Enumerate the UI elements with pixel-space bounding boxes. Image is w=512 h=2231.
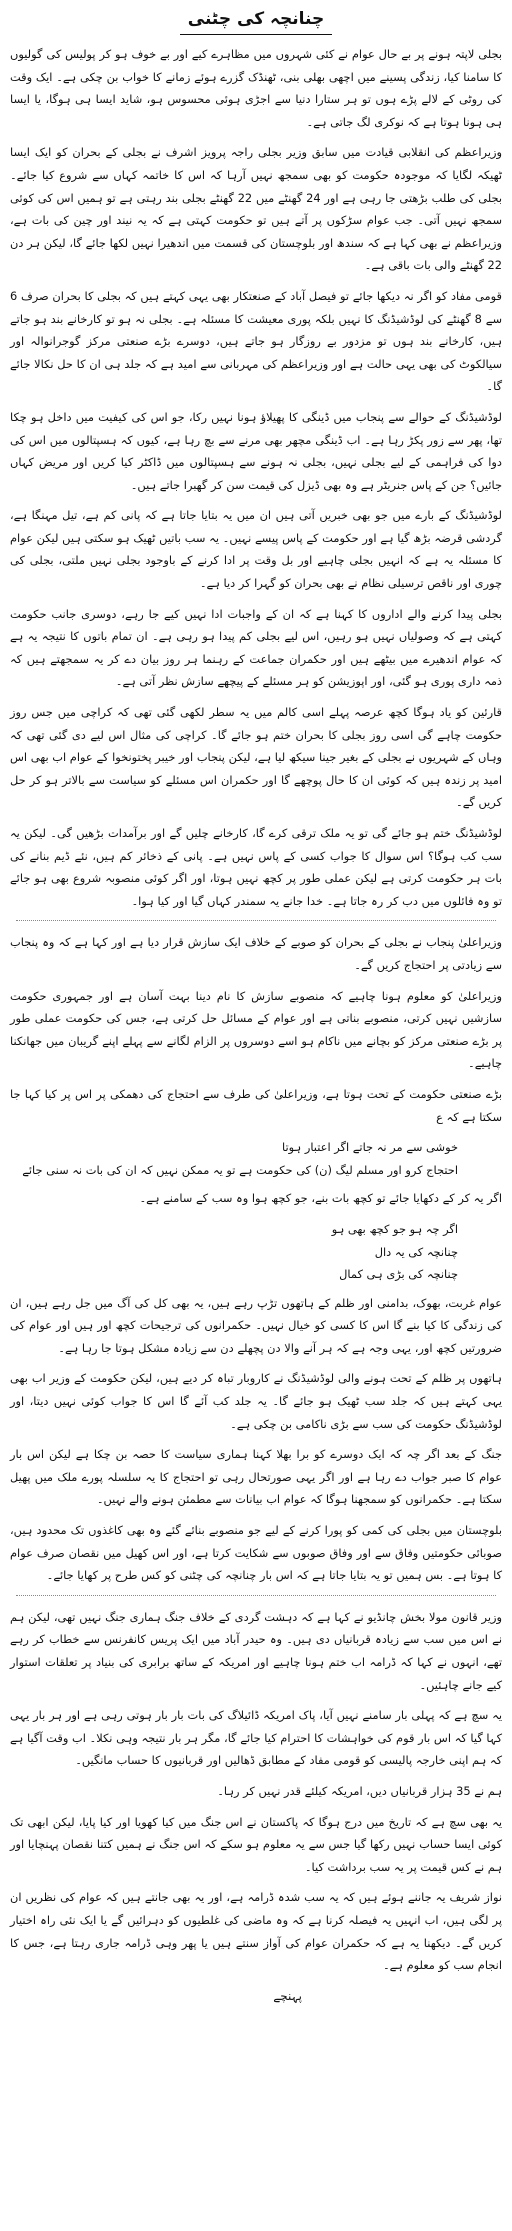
verse-line: چنانچہ کی بڑی ہی کمال bbox=[339, 1267, 458, 1282]
verse-line: احتجاج کرو اور مسلم لیگ (ن) کی حکومت ہے تو یہ ممکن نہیں کہ ان کی بات نہ سنی جائے bbox=[22, 1162, 458, 1177]
paragraph: لوڈشیڈنگ کے حوالے سے پنجاب میں ڈینگی کا پھیلاؤ ہونا نہیں رکا، جو اس کی کیفیت میں داخل ہو چکا تھا، پھر سے زور پکڑ رہا ہے۔ اب ڈینگی مچھر بھی مرنے سے بچ رہا ہے، کیوں کہ ہسپتالوں میں اس کی دوا کی فراہمی کے لیے بجلی نہیں، بجلی نہ ہونے سے ہسپتالوں میں ڈاکٹر کیا کریں اور مریض کہاں جائیں؟ جن کے پاس جنریٹر ہے وہ بھی ڈیزل کی قیمت سن کر گھبرا جاتے ہیں۔ bbox=[10, 409, 502, 492]
verse-block bbox=[10, 1136, 502, 1181]
paragraph: وزیراعلیٰ کو معلوم ہونا چاہیے کہ منصوبے سازش کا نام دینا بہت آسان ہے اور جمہوری حکومت سازشیں نہیں کرتی، منصوبے بناتی ہے اور عوام کے مسائل حل کرتی ہے، جس کی حکومت عملی طور پر بڑے صنعتی مرکز کو بچانے میں ناکام ہو اسے دوسروں پر الزام لگانے سے پہلے اپنے گریبان میں جھانکنا چاہیے۔ bbox=[10, 988, 502, 1071]
paragraph: وزیر قانون مولا بخش چانڈیو نے کہا ہے کہ دہشت گردی کے خلاف جنگ ہماری جنگ نہیں تھی، لیکن ہم نے اس میں سب سے زیادہ قربانیاں دی ہیں۔ وہ حیدر آباد میں ایک پریس کانفرنس سے خطاب کر رہے تھے، انہوں نے کہا کہ ڈرامہ اب ختم ہونا چاہیے اور امریکہ کے ساتھ برابری کی بنیاد پر تعلقات استوار کیے جانے چاہئیں۔ bbox=[10, 1609, 502, 1692]
paragraph: جنگ کے بعد اگر چہ کہ ایک دوسرے کو برا بھلا کہنا ہماری سیاست کا حصہ بن چکا ہے لیکن اس بار عوام کا صبر جواب دے رہا ہے اور اگر یہی صورتحال رہی تو احتجاج کا یہ سلسلہ پورے ملک میں پھیل سکتا ہے۔ حکمرانوں کو سمجھنا ہوگا کہ عوام اب بیانات سے مطمئن ہونے والے نہیں۔ bbox=[10, 1447, 502, 1507]
section-law-minister bbox=[10, 1606, 502, 1977]
paragraph: یہ بھی سچ ہے کہ تاریخ میں درج ہوگا کہ پاکستان نے اس جنگ میں کیا کھویا اور کیا پایا، لیکن ابھی تک کوئی ایسا حساب نہیں رکھا گیا جس سے یہ معلوم ہو سکے کہ اس جنگ نے ہمیں کتنا نقصان پہنچایا اور ہم نے کس قیمت پر یہ سب برداشت کیا۔ bbox=[10, 1814, 502, 1874]
paragraph: بجلی پیدا کرنے والے اداروں کا کہنا ہے کہ ان کے واجبات ادا نہیں کیے جا رہے، دوسری جانب حکومت کہتی ہے کہ وصولیاں نہیں ہو رہیں، اس لیے بجلی کم پیدا ہو رہی ہے۔ ان تمام باتوں کا نتیجہ یہ ہے کہ عوام اندھیرے میں بیٹھے ہیں اور حکمران جماعت کے رہنما ہر روز بیان دے کر یہ سمجھتے ہیں کہ ذمہ داری پوری ہو گئی، اور اپوزیشن کو ہر مسئلے کے پیچھے سازش نظر آتی ہے۔ bbox=[10, 606, 502, 689]
paragraph: بلوچستان میں بجلی کی کمی کو پورا کرنے کے لیے جو منصوبے بنائے گئے وہ بھی کاغذوں تک محدود ہیں، صوبائی حکومتیں وفاق سے اور وفاق صوبوں سے شکایت کرتا ہے، اور اس کھیل میں نقصان صرف عوام کا ہوتا ہے۔ بس ہمیں تو یہ بتایا جاتا ہے کہ اس بار چنانچہ کی چٹنی کو کس طرح پر کھایا جائے۔ bbox=[10, 1523, 502, 1583]
paragraph: وزیراعلیٰ پنجاب نے بجلی کے بحران کو صوبے کے خلاف ایک سازش قرار دیا ہے اور کہا ہے کہ وہ پنجاب سے زیادتی پر احتجاج کریں گے۔ bbox=[10, 935, 502, 972]
title-wrap bbox=[10, 6, 502, 35]
verse-block bbox=[10, 1218, 502, 1286]
verse-line: اگر چہ ہو جو کچھ بھی ہو bbox=[331, 1221, 458, 1236]
paragraph: ہم نے 35 ہزار قربانیاں دیں، امریکہ کیلئے قدر نہیں کر رہا۔ bbox=[217, 1783, 502, 1798]
section-divider bbox=[16, 920, 496, 921]
section-divider bbox=[16, 1595, 496, 1596]
section-punjab-cm bbox=[10, 931, 502, 1586]
article-title: چنانچہ کی چٹنی bbox=[180, 6, 332, 35]
paragraph: بڑے صنعتی حکومت کے تحت ہوتا ہے، وزیراعلیٰ کی طرف سے احتجاج کی دھمکی پر اس پر کیا کہا جا سکتا ہے کہ ع bbox=[10, 1086, 502, 1124]
closing-word: پہنچے bbox=[273, 1988, 302, 2003]
section-loadshedding bbox=[10, 43, 502, 912]
paragraph: لوڈشیڈنگ کے بارے میں جو بھی خبریں آتی ہیں ان میں یہ بتایا جاتا ہے کہ پانی کم ہے، تیل مہنگا ہے، گردشی قرضہ بڑھ گیا ہے اور حکومت کے پاس پیسے نہیں۔ یہ سب باتیں ٹھیک ہو سکتی ہیں لیکن عوام کا مسئلہ یہ ہے کہ انہیں بجلی چاہیے اور بل وقت پر ادا کرنے کے باوجود بجلی نہیں ملتی، بجلی کی چوری اور ناقص ترسیلی نظام نے بھی بحران کو گہرا کر دیا ہے۔ bbox=[10, 508, 502, 591]
paragraph: اگر یہ کر کے دکھایا جائے تو کچھ بات بنے، جو کچھ ہوا وہ سب کے سامنے ہے۔ bbox=[139, 1191, 502, 1206]
verse-line: خوشی سے مر نہ جاتے اگر اعتبار ہوتا bbox=[282, 1140, 458, 1155]
paragraph: ہاتھوں پر ظلم کے تحت ہونے والی لوڈشیڈنگ نے کاروبار تباہ کر دیے ہیں، لیکن حکومت کے وزیر اب بھی یہی کہتے ہیں کہ جلد سب ٹھیک ہو جائے گا۔ یہ جلد کب آئے گا اس کا جواب کوئی نہیں دیتا، اور لوڈشیڈنگ حکومت کی سب سے بڑی ناکامی بن چکی ہے۔ bbox=[10, 1371, 502, 1431]
paragraph: قومی مفاد کو اگر نہ دیکھا جائے تو فیصل آباد کے صنعتکار بھی یہی کہتے ہیں کہ بجلی کا بحران صرف 6 سے 8 گھنٹے کی لوڈشیڈنگ کا نہیں بلکہ پوری معیشت کا مسئلہ ہے۔ بجلی نہ ہو تو کارخانے بند ہو جاتے ہیں، کارخانے بند ہوں تو مزدور بے روزگار ہو جاتے ہیں، دوسرے بڑے صنعتی مرکز گوجرانوالہ اور سیالکوٹ کی بھی یہی حالت ہے اور وزیراعظم کی مہربانی سے امید ہے کہ جلد ہی ان کا حل نکالا جائے گا۔ bbox=[10, 288, 502, 394]
paragraph: لوڈشیڈنگ ختم ہو جائے گی تو یہ ملک ترقی کرے گا، کارخانے چلیں گے اور برآمدات بڑھیں گی۔ لیکن یہ سب کب ہوگا؟ اس سوال کا جواب کسی کے پاس نہیں ہے۔ پانی کے ذخائر کم ہیں، نئے ڈیم بنانے کی بات ہر حکومت کرتی ہے لیکن عملی طور پر کچھ نہیں ہوتا، اور اگر کوئی منصوبہ شروع بھی ہو جائے تو وہ فائلوں میں دب کر رہ جاتا ہے۔ خدا جانے یہ سمندر کہاں گیا اور کیا ہوا۔ bbox=[10, 826, 502, 908]
paragraph: عوام غربت، بھوک، بدامنی اور ظلم کے ہاتھوں تڑپ رہے ہیں، یہ بھی کل کی آگ میں جل رہے ہیں، ان کی زندگی کا کیا بنے گا اس کا کسی کو خیال نہیں۔ حکمرانوں کی ترجیحات کچھ اور ہیں اور عوام کی ضرورتیں کچھ اور، یہی وجہ ہے کہ ہر آنے والا دن پچھلے دن سے زیادہ مشکل ہوتا جا رہا ہے۔ bbox=[10, 1295, 502, 1355]
paragraph: بجلی لاپتہ ہونے پر بے حال عوام نے کئی شہروں میں مظاہرے کیے اور بے خوف ہو کر پولیس کی گولیوں کا سامنا کیا، زندگی پسینے میں اچھی بھلی بنی، ٹھنڈک گزرے ہوئے زمانے کا خواب بن چکی ہے۔ ایک وقت کی روٹی کے لالے پڑے ہوں تو ہر ستارا دنیا سے اجڑی ہوئی محسوس ہو، شاید ایسا ہی ہوگا، یا ایسا ہی ہونا ہوتا ہے کہ نوکری لگ جاتی ہے۔ bbox=[10, 47, 502, 129]
paragraph: نواز شریف یہ جاننے ہوئے ہیں کہ یہ سب شدہ ڈرامہ ہے، اور یہ بھی جانتے ہیں کہ عوام کی نظریں ان پر لگی ہیں، اب انہیں یہ فیصلہ کرنا ہے کہ وہ ماضی کی غلطیوں کو دہرائیں گے یا ایک نئی راہ اختیار کریں گے۔ دیکھنا یہ ہے کہ حکمران عوام کی آواز سنتے ہیں یا پھر وہی ڈرامہ جاری رہتا ہے، جس کا انجام سب کو معلوم ہے۔ bbox=[10, 1890, 502, 1973]
paragraph: یہ سچ ہے کہ پہلی بار سامنے نہیں آیا، پاک امریکہ ڈائیلاگ کی بات بار بار ہوتی رہی ہے اور ہر بار یہی کہا گیا کہ اس بار قوم کی خواہشات کا احترام کیا جائے گا، مگر ہر بار نتیجہ وہی نکلا۔ اب وقت آگیا ہے کہ ہم اپنی خارجہ پالیسی کو قومی مفاد کے مطابق ڈھالیں اور قربانیوں کا حساب مانگیں۔ bbox=[10, 1708, 502, 1768]
paragraph: وزیراعظم کی انقلابی قیادت میں سابق وزیر بجلی راجہ پرویز اشرف نے بجلی کے بحران کو ایک ایسا ٹھیکہ لگایا کہ موجودہ حکومت کو بھی سمجھ نہیں آرہا کہ اس کا خاتمہ کہاں سے شروع کیا جائے۔ بجلی کی طلب بڑھتی جا رہی ہے اور 24 گھنٹے میں 22 گھنٹے بجلی بند رہتی ہے تو ہمیں اس کی کوئی سمجھ نہیں آتی۔ جب عوام سڑکوں پر آتے ہیں تو حکومت کہتی ہے کہ یہ نیند اور چین کی بات ہے، وزیراعظم نے بھی کہا ہے کہ سندھ اور بلوچستان کی قسمت میں اندھیرا نہیں لکھا جائے گا، لیکن ہر دن 22 گھنٹے والی بات باقی ہے۔ bbox=[10, 145, 503, 273]
verse-line: چنانچہ کی یہ دال bbox=[374, 1244, 458, 1259]
paragraph: قارئین کو یاد ہوگا کچھ عرصہ پہلے اسی کالم میں یہ سطر لکھی گئی تھی کہ کراچی میں جس روز حکومت چاہے گی اسی روز بجلی کا بحران ختم ہو جائے گا۔ کراچی کی مثال اس لیے دی گئی تھی کہ وہاں کے شہریوں نے بجلی کے بغیر جینا سیکھ لیا ہے، لیکن پنجاب اور خیبر پختونخوا کے عوام اب بھی اس امید پر زندہ ہیں کہ کوئی ان کا حال پوچھے گا اور حکمران اس مسئلے کو سیاست سے بالاتر ہو کر حل کریں گے۔ bbox=[10, 705, 502, 810]
